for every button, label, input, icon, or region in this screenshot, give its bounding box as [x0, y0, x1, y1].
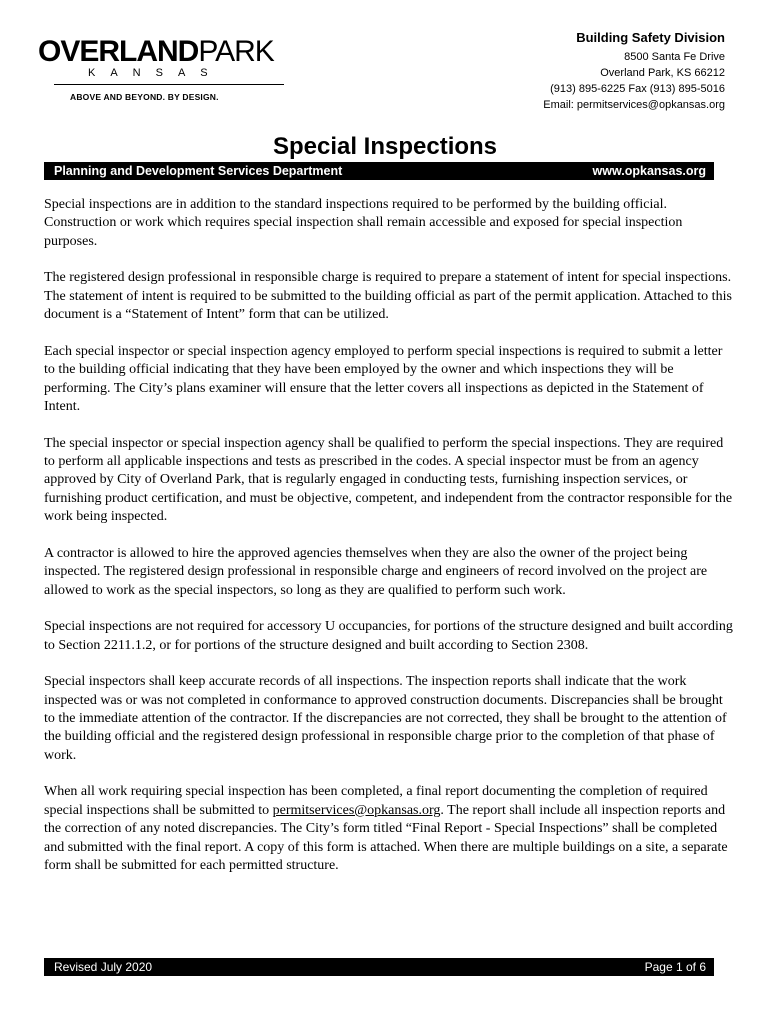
- document-body: [44, 196, 734, 894]
- email-link[interactable]: permitservices@opkansas.org: [272, 802, 441, 818]
- department-banner: [44, 162, 714, 180]
- final-report-text-end: . The report shall include all inspection reports and the correction of any noted discrepancies. The City’s form titled “Final Report - Special Inspections” shall be completed and submitted with the final report. A copy of this form is attached. When there are multiple buildings on a site, a separate form shall be submitted for each permitted structure.: [44, 802, 728, 874]
- paragraph: The registered design professional in responsible charge is required to prepare a statement of intent for special inspections. The statement of intent is required to be submitted to the building official as part of the permit application. Attached to this document is a “Statement of Intent” form that can be utilized.: [44, 270, 732, 323]
- revision-date: Revised July 2020: [54, 960, 153, 974]
- footer-bar: [44, 958, 714, 976]
- paragraph: Special inspections are not required for accessory U occupancies, for portions of the structure designed and built according to Section 2211.1.2, or for portions of the structure designed and built according to Section 2308.: [44, 619, 733, 653]
- page-title: Special Inspections: [272, 133, 498, 160]
- paragraph-final-report: [44, 783, 734, 875]
- phone-fax: (913) 895-6225 Fax (913) 895-5016: [550, 83, 725, 95]
- contact-email: Email: permitservices@opkansas.org: [543, 99, 725, 111]
- paragraph: Each special inspector or special inspection agency employed to perform special inspections is required to submit a letter to the building official indicating that they have been employed by the owner and which inspections they will be performing. The City’s plans examiner will ensure that the letter covers all inspections as depicted in the Statement of Intent.: [44, 343, 723, 415]
- logo-tagline: ABOVE AND BEYOND. BY DESIGN.: [70, 92, 219, 102]
- address-street: 8500 Santa Fe Drive: [624, 51, 725, 63]
- department-name: Planning and Development Services Department: [54, 164, 343, 178]
- page-number: Page 1 of 6: [644, 960, 706, 974]
- website-link[interactable]: www.opkansas.org: [592, 164, 706, 178]
- logo-wordmark: [38, 36, 274, 68]
- paragraph: Special inspectors shall keep accurate records of all inspections. The inspection reports shall indicate that the work inspected was or was not completed in conformance to approved construction documents. Discrepancies shall be brought to the immediate attention of the contractor. If the discrepancies are not corrected, they shall be brought to the attention of the building official and the registered design professional in responsible charge prior to the completion of that phase of work.: [44, 674, 727, 763]
- logo-divider: [54, 84, 284, 85]
- division-name: Building Safety Division: [576, 30, 725, 45]
- address-city: Overland Park, KS 66212: [600, 67, 725, 79]
- logo-word-park: PARK: [198, 35, 274, 68]
- division-address-block: [543, 29, 725, 113]
- paragraph: Special inspections are in addition to the standard inspections required to be performed by the building official. Construction or work which requires special inspection shall remain accessible and exposed for special inspection purposes.: [44, 197, 683, 249]
- final-report-text-start: When all work requiring special inspection has been completed, a final report documenting the completion of required special inspections shall be submitted to: [44, 784, 708, 818]
- logo-state: KANSAS: [88, 67, 223, 79]
- paragraph: A contractor is allowed to hire the approved agencies themselves when they are also the owner of the project being inspected. The registered design professional in responsible charge and engineers of record involved on the project are allowed to work as the special inspectors, so long as they are qualified to perform such work.: [44, 545, 708, 598]
- logo-word-overland: OVERLAND: [38, 35, 199, 68]
- paragraph: The special inspector or special inspection agency shall be qualified to perform the special inspections. They are required to perform all applicable inspections and tests as prescribed in the codes. A special inspector must be from an agency approved by City of Overland Park, that is regularly engaged in conducting tests, furnishing inspection services, or furnishing product certification, and must be objective, competent, and independent from the contractor responsible for the work being inspected.: [44, 435, 733, 525]
